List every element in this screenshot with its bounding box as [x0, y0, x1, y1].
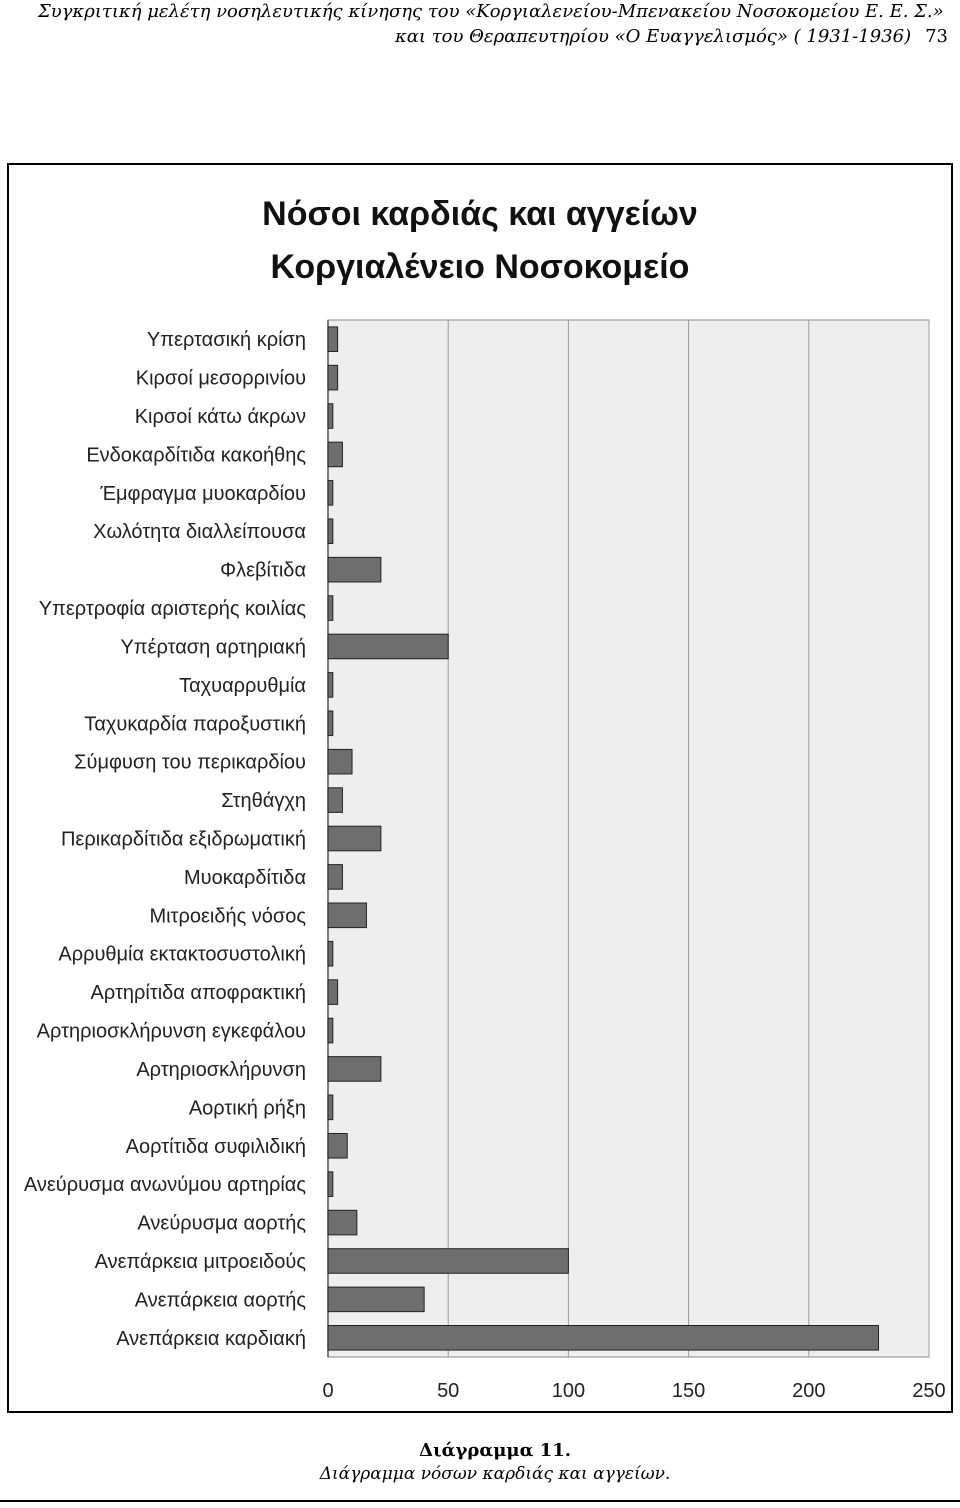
- category-label: Σύμφυση του περικαρδίου: [74, 751, 306, 774]
- bar: [328, 865, 342, 890]
- caption-text: Διάγραμμα νόσων καρδιάς και αγγείων.: [319, 1464, 671, 1484]
- bar: [328, 1018, 333, 1043]
- category-label: Περικαρδίτιδα εξιδρωματική: [60, 828, 306, 851]
- bar: [328, 1326, 879, 1351]
- category-label: Αορτική ρήξη: [188, 1097, 306, 1120]
- plot-area: [328, 320, 929, 1357]
- x-tick-label: 200: [792, 1380, 826, 1402]
- x-tick-label: 100: [551, 1380, 586, 1402]
- bar: [328, 327, 338, 352]
- category-label: Έμφραγμα μυοκαρδίου: [100, 482, 306, 505]
- bar: [328, 788, 342, 813]
- x-tick-label: 50: [437, 1380, 460, 1402]
- category-label: Κιρσοί κάτω άκρων: [134, 406, 306, 429]
- category-label: Υπέρταση αρτηριακή: [120, 636, 306, 659]
- category-label: Αρτηρίτιδα αποφρακτική: [90, 982, 306, 1005]
- category-label: Αρτηριοσκλήρυνση εγκεφάλου: [36, 1020, 306, 1043]
- bar: [328, 826, 381, 851]
- category-label: Μιτροειδής νόσος: [149, 905, 306, 928]
- bar: [328, 365, 338, 390]
- category-label: Υπερτροφία αριστερής κοιλίας: [38, 598, 306, 621]
- category-label: Ανεύρυσμα αορτής: [137, 1212, 306, 1235]
- bar: [328, 749, 352, 774]
- bar: [328, 404, 333, 429]
- bar: [328, 1210, 357, 1235]
- bar: [328, 481, 333, 506]
- x-tick-label: 150: [671, 1380, 706, 1402]
- x-tick-label: 250: [912, 1380, 946, 1402]
- bar: [328, 980, 338, 1005]
- category-label: Αρρυθμία εκτακτοσυστολική: [58, 943, 306, 966]
- bar: [328, 442, 342, 467]
- category-label: Κιρσοί μεσορρινίου: [135, 367, 306, 390]
- category-label: Ενδοκαρδίτιδα κακοήθης: [86, 444, 306, 467]
- category-label: Ανεπάρκεια μιτροειδούς: [94, 1250, 306, 1273]
- category-label: Ταχυαρρυθμία: [179, 674, 306, 697]
- bar: [328, 1095, 333, 1120]
- header-line-2-text: και του Θεραπευτηρίου «Ο Ευαγγελισμός» ( 1931-1936): [394, 26, 912, 47]
- bar: [328, 1249, 568, 1274]
- category-label: Μυοκαρδίτιδα: [183, 866, 306, 889]
- x-tick-label: 0: [322, 1380, 334, 1402]
- bar: [328, 1133, 347, 1158]
- bar: [328, 519, 333, 544]
- bar: [328, 1172, 333, 1197]
- category-label: Ανεπάρκεια αορτής: [134, 1289, 306, 1312]
- category-label: Φλεβίτιδα: [220, 559, 306, 582]
- bar: [328, 557, 381, 582]
- chart-title: Νόσοι καρδιάς και αγγείων: [262, 195, 698, 233]
- category-label: Ανεπάρκεια καρδιακή: [116, 1327, 306, 1350]
- category-label: Ταχυκαρδία παροξυστική: [84, 713, 306, 736]
- bar: [328, 596, 333, 621]
- category-label: Αορτίτιδα συφιλιδική: [125, 1135, 306, 1158]
- header-line-1: Συγκριτική μελέτη νοσηλευτικής κίνησης του «Κοργιαλενείου-Μπενακείου Νοσοκομείου Ε. Ε. Σ.»: [38, 1, 944, 22]
- bar: [328, 1287, 424, 1312]
- category-label: Ανεύρυσμα ανωνύμου αρτηρίας: [23, 1174, 306, 1197]
- category-label: Υπερτασική κρίση: [146, 329, 306, 352]
- bottom-rule: [0, 1500, 960, 1502]
- bar: [328, 903, 366, 928]
- category-label: Χωλότητα διαλλείπουσα: [93, 521, 306, 544]
- chart-subtitle: Κοργιαλένειο Νοσοκομείο: [270, 248, 690, 286]
- bar: [328, 634, 448, 659]
- caption-label: Διάγραμμα 11.: [418, 1440, 571, 1461]
- bar: [328, 941, 333, 966]
- bar: [328, 1057, 381, 1082]
- category-label: Αρτηριοσκλήρυνση: [136, 1058, 306, 1081]
- bar: [328, 673, 333, 698]
- bar: [328, 711, 333, 736]
- category-label: Στηθάγχη: [221, 790, 306, 813]
- page-number: 73: [925, 26, 948, 47]
